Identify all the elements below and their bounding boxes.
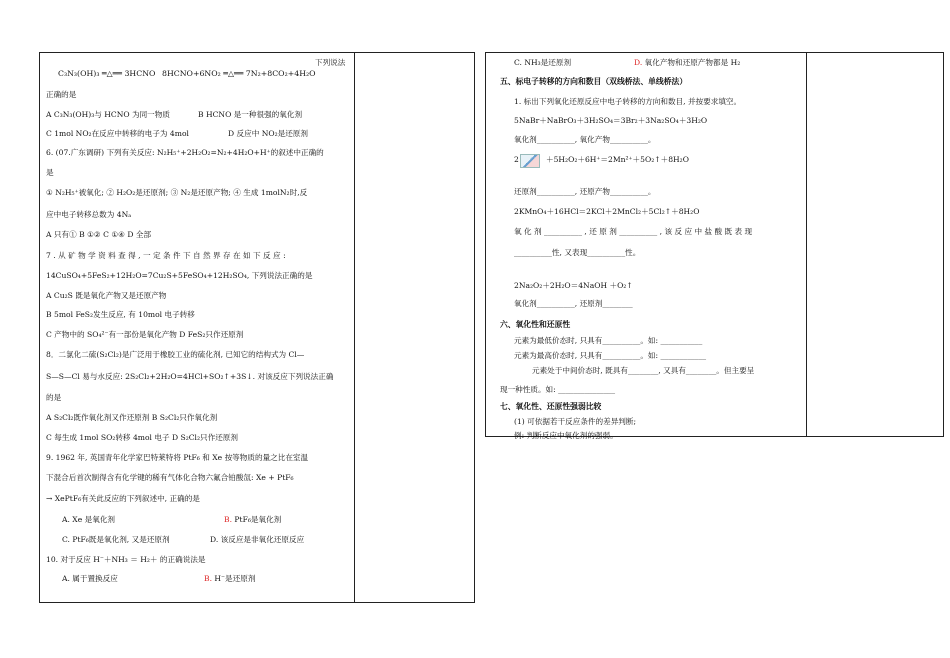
section-5-heading: 五、标电子转移的方向和数目（双线桥法、单线桥法） bbox=[500, 77, 688, 86]
section-6-heading: 六、氧化性和还原性 bbox=[500, 320, 571, 329]
valence-lowest: 元素为最低价态时, 只具有__________。如: ___________ bbox=[514, 336, 703, 345]
right-panel-divider bbox=[806, 53, 807, 436]
question-9-option-d: D. 该反应是非氧化还原反应 bbox=[210, 535, 305, 544]
question-6-options: A 只有① B ①② C ①④ D 全部 bbox=[46, 230, 152, 239]
question-6: 6. (07.广东调研) 下列有关反应: N₂H₅⁺+2H₂O₂=N₂+4H₂O+H⁺的叙述中正确的 bbox=[46, 148, 324, 157]
valence-highest: 元素为最高价态时, 只具有__________。如: ____________ bbox=[514, 351, 707, 360]
question-8-line2: S—S—Cl 易与水反应: 2S₂Cl₂+2H₂O=4HCl+SO₂↑+3S↓. 对该反应下列说法正确 bbox=[46, 372, 334, 381]
question-10-option-d: D. 氧化产物和还原产物都是 H₂ bbox=[634, 58, 741, 67]
reaction-2: ＋5H₂O₂＋6H⁺＝2Mn²⁺＋5O₂↑＋8H₂O bbox=[546, 155, 689, 164]
option-d: D 反应中 NO₂是还原剂 bbox=[228, 129, 308, 138]
answer-marker: B. bbox=[204, 574, 212, 583]
question-10-option-a: A. 属于置换反应 bbox=[62, 574, 118, 583]
answer-marker: D. bbox=[634, 58, 643, 67]
question-9-option-b: B. PtF₆是氧化剂 bbox=[224, 515, 282, 524]
question-6-line2: 是 bbox=[46, 168, 54, 177]
question-8-options-cd: C 每生成 1mol SO₂转移 4mol 电子 D S₂Cl₂只作还原剂 bbox=[46, 433, 238, 442]
question-8: 8．二氯化二硫(S₂Cl₂)是广泛用于橡胶工业的硫化剂, 已知它的结构式为 Cl— bbox=[46, 350, 305, 359]
broken-image-icon bbox=[520, 154, 540, 168]
reaction-3: 2KMnO₄＋16HCl＝2KCl＋2MnCl₂＋5Cl₂↑＋8H₂O bbox=[514, 207, 700, 216]
question-tail: 下列说法 bbox=[315, 58, 346, 67]
question-9-line3: → XePtF₆有关此反应的下列叙述中, 正确的是 bbox=[46, 494, 200, 503]
question-6-line3: ① N₂H₅⁺被氧化; ② H₂O₂是还原剂; ③ N₂是还原产物; ④ 生成 1molN₂时,反 bbox=[46, 188, 308, 197]
right-panel bbox=[485, 52, 944, 437]
valence-middle-line2: 现一种性质。如: _______________ bbox=[500, 385, 616, 394]
question-7-option-b: B 5mol FeS₂发生反应, 有 10mol 电子转移 bbox=[46, 310, 195, 319]
question-9-option-a: A. Xe 是氧化剂 bbox=[62, 515, 116, 524]
option-b: B HCNO 是一种很强的氧化剂 bbox=[198, 110, 303, 119]
question-10: 10. 对于反应 H⁻＋NH₃ ＝ H₂＋ 的正确说法是 bbox=[46, 555, 206, 564]
reaction-1-blanks: 氧化剂__________, 氧化产物__________。 bbox=[514, 135, 656, 144]
answer-marker: B. bbox=[224, 515, 232, 524]
option-a: A C₃N₃(OH)₃与 HCNO 为同一物质 bbox=[46, 110, 170, 119]
reaction-1: 5NaBr＋NaBrO₃＋3H₂SO₄＝3Br₂＋3Na₂SO₄＋3H₂O bbox=[514, 116, 708, 125]
section-7-heading: 七、氧化性、还原性强弱比较 bbox=[500, 402, 602, 411]
question-9: 9. 1962 年, 英国青年化学家巴特莱特将 PtF₆ 和 Xe 按等物质的量之比在室温 bbox=[46, 453, 309, 462]
left-panel-divider bbox=[354, 53, 355, 602]
question-9-option-c: C. PtF₆既是氧化剂, 又是还原剂 bbox=[62, 535, 170, 544]
reaction-3-blanks-2: __________性, 又表现__________性。 bbox=[514, 248, 641, 257]
question-10-option-c: C. NH₃是还原剂 bbox=[514, 58, 572, 67]
valence-middle: 元素处于中间价态时, 既具有________, 又具有________。但主要呈 bbox=[532, 366, 755, 375]
reaction-4-blanks: 氧化剂__________, 还原剂________ bbox=[514, 299, 633, 308]
equation-2: 8HCNO+6NO₂ ═△══ 7N₂+8CO₂+4H₂O bbox=[162, 69, 316, 78]
comparison-rule-1: (1) 可依据若干反应条件的差异判断; bbox=[514, 417, 637, 426]
equation-1: C₃N₃(OH)₃ ═△══ 3HCNO bbox=[58, 69, 156, 78]
question-7-option-cd: C 产物中的 SO₄²⁻有一部份是氧化产物 D FeS₂只作还原剂 bbox=[46, 330, 244, 339]
question-7-option-a: A Cu₂S 既是氧化产物又是还原产物 bbox=[46, 291, 167, 300]
exercise-1-prompt: 1. 标出下列氧化还原反应中电子转移的方向和数目, 并按要求填空。 bbox=[514, 97, 742, 106]
reaction-2-coef: 2 bbox=[514, 155, 519, 164]
question-8-line3: 的是 bbox=[46, 393, 62, 402]
question-stem: 正确的是 bbox=[46, 90, 77, 99]
option-c: C 1mol NO₂在反应中转移的电子为 4mol bbox=[46, 129, 189, 138]
question-9-line2: 下混合后首次制得含有化学键的稀有气体化合物六氟合铂酸氙: Xe + PtF₆ bbox=[46, 473, 294, 482]
question-8-options-ab: A S₂Cl₂既作氧化剂又作还原剂 B S₂Cl₂只作氧化剂 bbox=[46, 413, 218, 422]
question-6-line4: 应中电子转移总数为 4Nₐ bbox=[46, 210, 132, 219]
reaction-4: 2Na₂O₂＋2H₂O＝4NaOH ＋O₂↑ bbox=[514, 281, 633, 290]
question-7-equation: 14CuSO₄+5FeS₂+12H₂O=7Cu₂S+5FeSO₄+12H₂SO₄, 下列说法正确的是 bbox=[46, 271, 313, 280]
question-7: 7 . 从 矿 物 学 资 料 查 得 , 一 定 条 件 下 自 然 界 存 在 如 下 反 应 : bbox=[46, 251, 286, 260]
comparison-example: 例: 判断反应中氧化剂的强弱。 bbox=[514, 431, 618, 440]
reaction-2-blanks: 还原剂__________, 还原产物__________。 bbox=[514, 187, 656, 196]
reaction-3-blanks: 氧 化 剂 __________ , 还 原 剂 __________ , 该 反 应 中 盐 酸 既 表 现 bbox=[514, 227, 753, 236]
question-10-option-b: B. H⁻是还原剂 bbox=[204, 574, 256, 583]
